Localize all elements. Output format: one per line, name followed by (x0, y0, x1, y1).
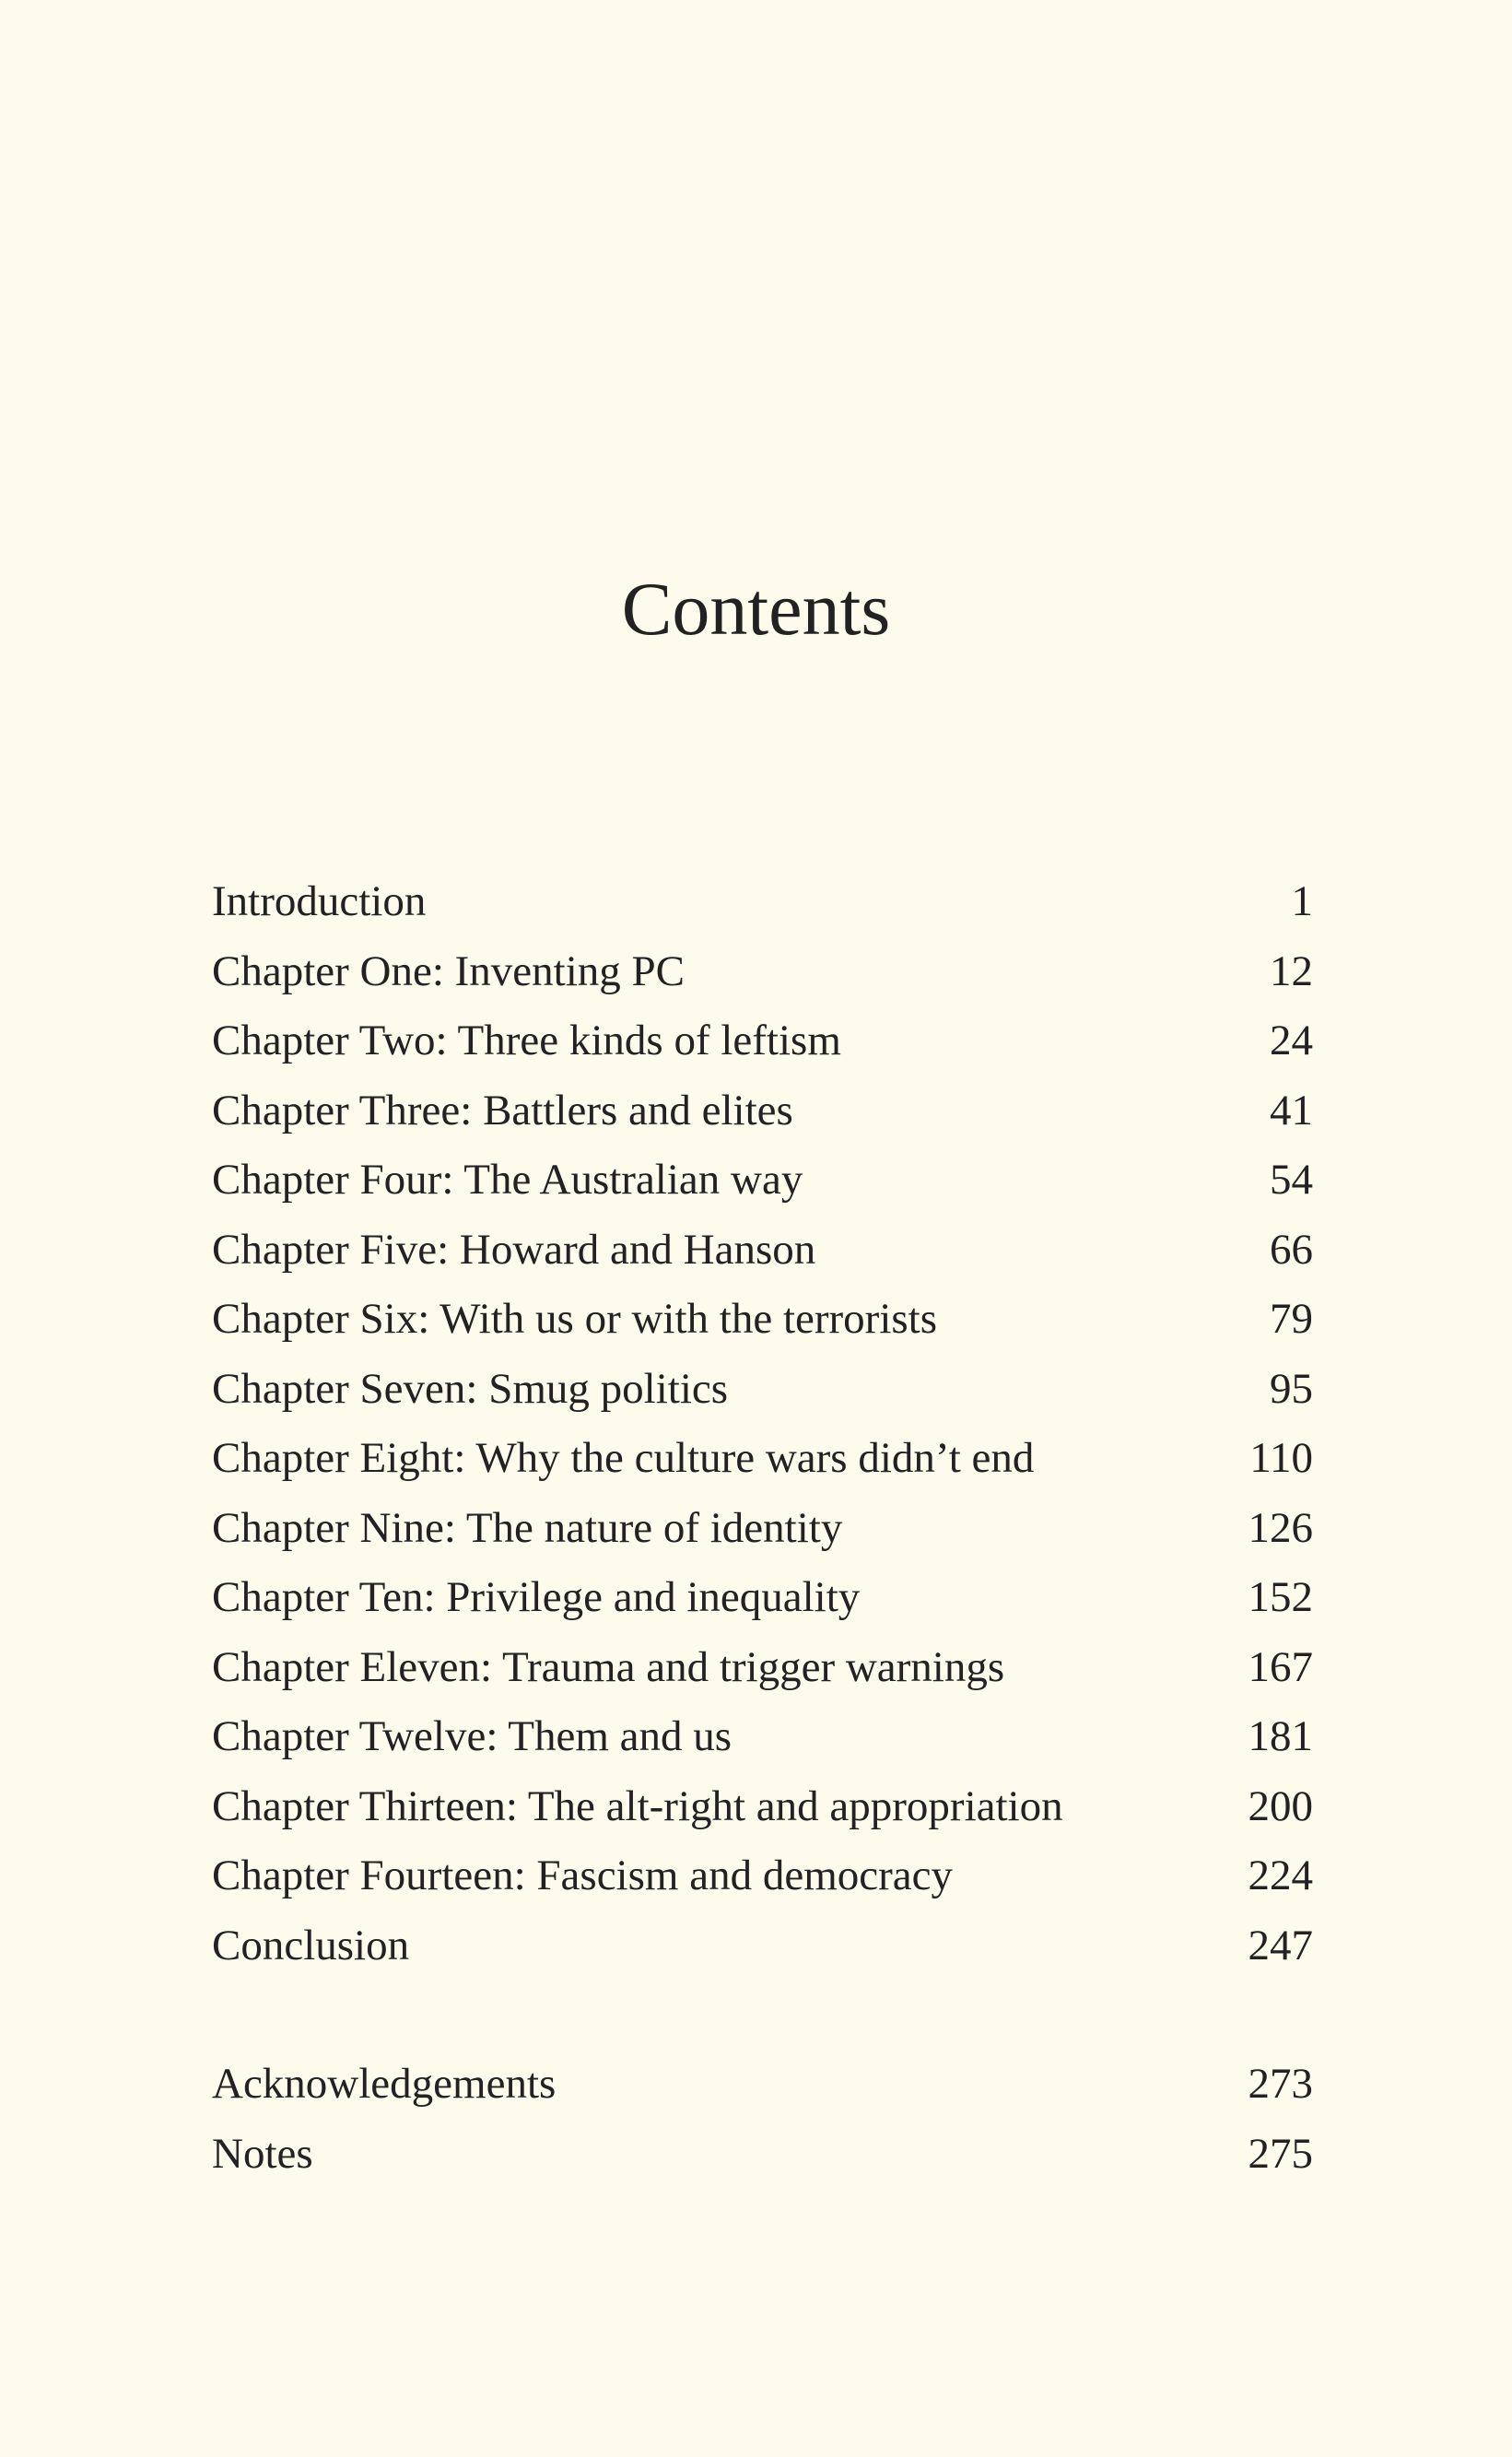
toc-entry-chapter-seven[interactable] (212, 1364, 1313, 1438)
toc-entry-chapter-eight[interactable] (212, 1434, 1313, 1507)
toc-entry-page-number: 224 (1248, 1852, 1313, 1899)
toc-entry-page-number: 95 (1270, 1364, 1313, 1413)
toc-entry-page-number: 275 (1248, 2129, 1313, 2178)
toc-entry-conclusion[interactable] (212, 1921, 1313, 1994)
toc-entry-page-number: 110 (1249, 1434, 1313, 1482)
toc-entry-label: Notes (212, 2129, 313, 2178)
toc-entry-label: Chapter One: Inventing PC (212, 946, 686, 995)
toc-entry-page-number: 247 (1248, 1921, 1313, 1969)
toc-entry-page-number: 1 (1291, 877, 1313, 925)
page-title: Contents (621, 567, 891, 651)
toc-entry-chapter-five[interactable] (212, 1225, 1313, 1299)
section-gap (212, 1993, 1313, 2063)
toc-entry-page-number: 200 (1248, 1781, 1313, 1830)
toc-entry-chapter-ten[interactable] (212, 1573, 1313, 1646)
toc-entry-chapter-six[interactable] (212, 1295, 1313, 1368)
toc-entry-chapter-twelve[interactable] (212, 1712, 1313, 1785)
toc-entry-label: Introduction (212, 877, 427, 925)
toc-entry-chapter-nine[interactable] (212, 1503, 1313, 1577)
toc-entry-label: Chapter Five: Howard and Hanson (212, 1225, 816, 1274)
toc-entry-chapter-one[interactable] (212, 946, 1313, 1020)
toc-entry-label: Chapter Six: With us or with the terrorists (212, 1295, 938, 1343)
toc-entry-label: Chapter Twelve: Them and us (212, 1712, 733, 1760)
toc-entry-label: Chapter Two: Three kinds of leftism (212, 1017, 841, 1064)
toc-entry-page-number: 66 (1270, 1225, 1313, 1274)
toc-entry-page-number: 167 (1248, 1642, 1313, 1691)
toc-entry-label: Chapter Ten: Privilege and inequality (212, 1573, 861, 1621)
toc-entry-page-number: 273 (1248, 2060, 1313, 2108)
toc-entry-introduction[interactable] (212, 877, 1313, 950)
toc-entry-label: Chapter Seven: Smug politics (212, 1364, 729, 1413)
toc-entry-page-number: 181 (1248, 1712, 1313, 1760)
toc-entry-chapter-fourteen[interactable] (212, 1854, 1313, 1924)
toc-entry-chapter-three[interactable] (212, 1086, 1313, 1159)
toc-entry-chapter-four[interactable] (212, 1158, 1313, 1228)
toc-entry-label: Chapter Eight: Why the culture wars didn’t end (212, 1434, 1035, 1482)
toc-entry-label: Chapter Four: The Australian way (212, 1156, 803, 1204)
toc-entry-label: Chapter Nine: The nature of identity (212, 1503, 843, 1552)
toc-entry-chapter-thirteen[interactable] (212, 1781, 1313, 1855)
toc-entry-notes[interactable] (212, 2129, 1313, 2203)
toc-entry-chapter-eleven[interactable] (212, 1642, 1313, 1716)
toc-entry-acknowledgements[interactable] (212, 2060, 1313, 2133)
toc-entry-label: Acknowledgements (212, 2060, 557, 2108)
toc-entry-page-number: 41 (1270, 1086, 1313, 1134)
toc-entry-label: Chapter Thirteen: The alt-right and appropriation (212, 1781, 1063, 1830)
toc-entry-label: Chapter Eleven: Trauma and trigger warnings (212, 1642, 1005, 1691)
toc-entry-page-number: 54 (1270, 1156, 1313, 1204)
toc-entry-page-number: 24 (1270, 1017, 1313, 1064)
toc-entry-page-number: 126 (1248, 1503, 1313, 1552)
toc-entry-label: Conclusion (212, 1921, 410, 1969)
toc-entry-page-number: 12 (1270, 946, 1313, 995)
toc-entry-chapter-two[interactable] (212, 1019, 1313, 1089)
toc-entry-page-number: 79 (1270, 1295, 1313, 1343)
table-of-contents (212, 877, 1313, 2202)
back-matter-list (212, 2060, 1313, 2202)
toc-entry-page-number: 152 (1248, 1573, 1313, 1621)
chapter-list (212, 877, 1313, 1993)
toc-entry-label: Chapter Fourteen: Fascism and democracy (212, 1852, 953, 1899)
toc-entry-label: Chapter Three: Battlers and elites (212, 1086, 793, 1134)
